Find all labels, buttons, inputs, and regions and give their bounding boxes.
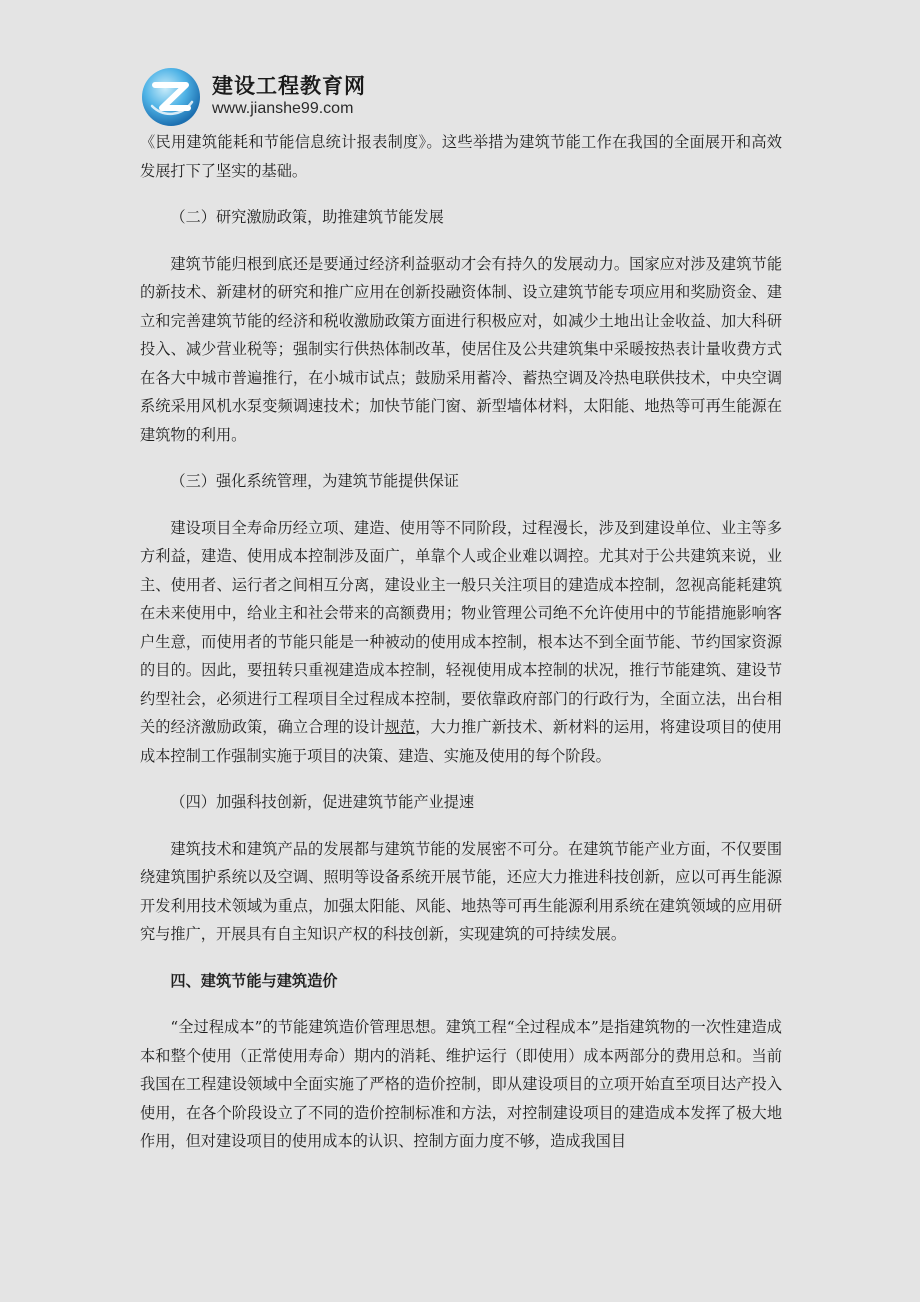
paragraph-full-process-cost: “全过程成本”的节能建筑造价管理思想。建筑工程“全过程成本”是指建筑物的一次性建造成本和整个使用（正常使用寿命）期内的消耗、维护运行（即使用）成本两部分的费用总和。当前我国在工程建设领域中全面实施了严格的造价控制，即从建设项目的立项开始直至项目达产投入使用，在各个阶段设立了不同的造价控制标准和方法，对控制建设项目的建造成本发挥了极大地作用，但对建设项目的使用成本的认识、控制方面力度不够，造成我国目: [140, 1018, 782, 1150]
subheading-incentive-policy: （二）研究激励政策，助推建筑节能发展: [170, 208, 444, 226]
site-name: 建设工程教育网: [212, 74, 366, 98]
paragraph-text-part: ，大力推广新技术、新材料的运用，将建设项目的使用成本控制工作强制实施于项目的决策、建造、实施及使用的每个阶段。: [140, 718, 783, 765]
site-logo-icon[interactable]: [140, 66, 202, 128]
site-url[interactable]: www.jianshe99.com: [212, 100, 354, 117]
standards-link[interactable]: 规范: [384, 718, 416, 736]
paragraph-tech-innovation: 建筑技术和建筑产品的发展都与建筑节能的发展密不可分。在建筑节能产业方面，不仅要围绕建筑围护系统以及空调、照明等设备系统开展节能，还应大力推进科技创新，应以可再生能源开发利用技术领域为重点，加强太阳能、风能、地热等可再生能源利用系统在建筑领域的应用研究与推广，开展具有自主知识产权的科技创新，实现建筑的可持续发展。: [140, 839, 782, 943]
site-header: [140, 66, 540, 128]
paragraph-text-part: 建设项目全寿命历经立项、建造、使用等不同阶段，过程漫长，涉及到建设单位、业主等多方利益，建造、使用成本控制涉及面广，单靠个人或企业难以调控。尤其对于公共建筑来说，业主、使用者、运行者之间相互分离，建设业主一般只关注项目的建造成本控制，忽视高能耗建筑在未来使用中，给业主和社会带来的高额费用；物业管理公司绝不允许使用中的节能措施影响客户生意，而使用者的节能只能是一种被动的使用成本控制，根本达不到全面节能、节约国家资源的目的。因此，要扭转只重视建造成本控制，轻视使用成本控制的状况，推行节能建筑、建设节约型社会，必须进行工程项目全过程成本控制，要依靠政府部门的行政行为，全面立法，出台相关的经济激励政策，确立合理的设计: [140, 518, 782, 736]
paragraph-system-management: [140, 514, 782, 771]
document-body: [140, 128, 782, 1156]
section-heading-cost: 四、建筑节能与建筑造价: [170, 971, 338, 990]
subheading-tech-innovation: （四）加强科技创新，促进建筑节能产业提速: [170, 793, 475, 811]
paragraph-continuation: 《民用建筑能耗和节能信息统计报表制度》。这些举措为建筑节能工作在我国的全面展开和高效发展打下了坚实的基础。: [140, 133, 782, 180]
subheading-system-management: （三）强化系统管理，为建筑节能提供保证: [170, 472, 459, 490]
paragraph-incentive-policy: 建筑节能归根到底还是要通过经济利益驱动才会有持久的发展动力。国家应对涉及建筑节能的新技术、新建材的研究和推广应用在创新投融资体制、设立建筑节能专项应用和奖励资金、建立和完善建筑节能的经济和税收激励政策方面进行积极应对，如减少土地出让金收益、加大科研投入、减少营业税等；强制实行供热体制改革，使居住及公共建筑集中采暖按热表计量收费方式在各大中城市普遍推行，在小城市试点；鼓励采用蓄冷、蓄热空调及冷热电联供技术，中央空调系统采用风机水泵变频调速技术；加快节能门窗、新型墙体材料，太阳能、地热等可再生能源在建筑物的利用。: [140, 254, 782, 444]
